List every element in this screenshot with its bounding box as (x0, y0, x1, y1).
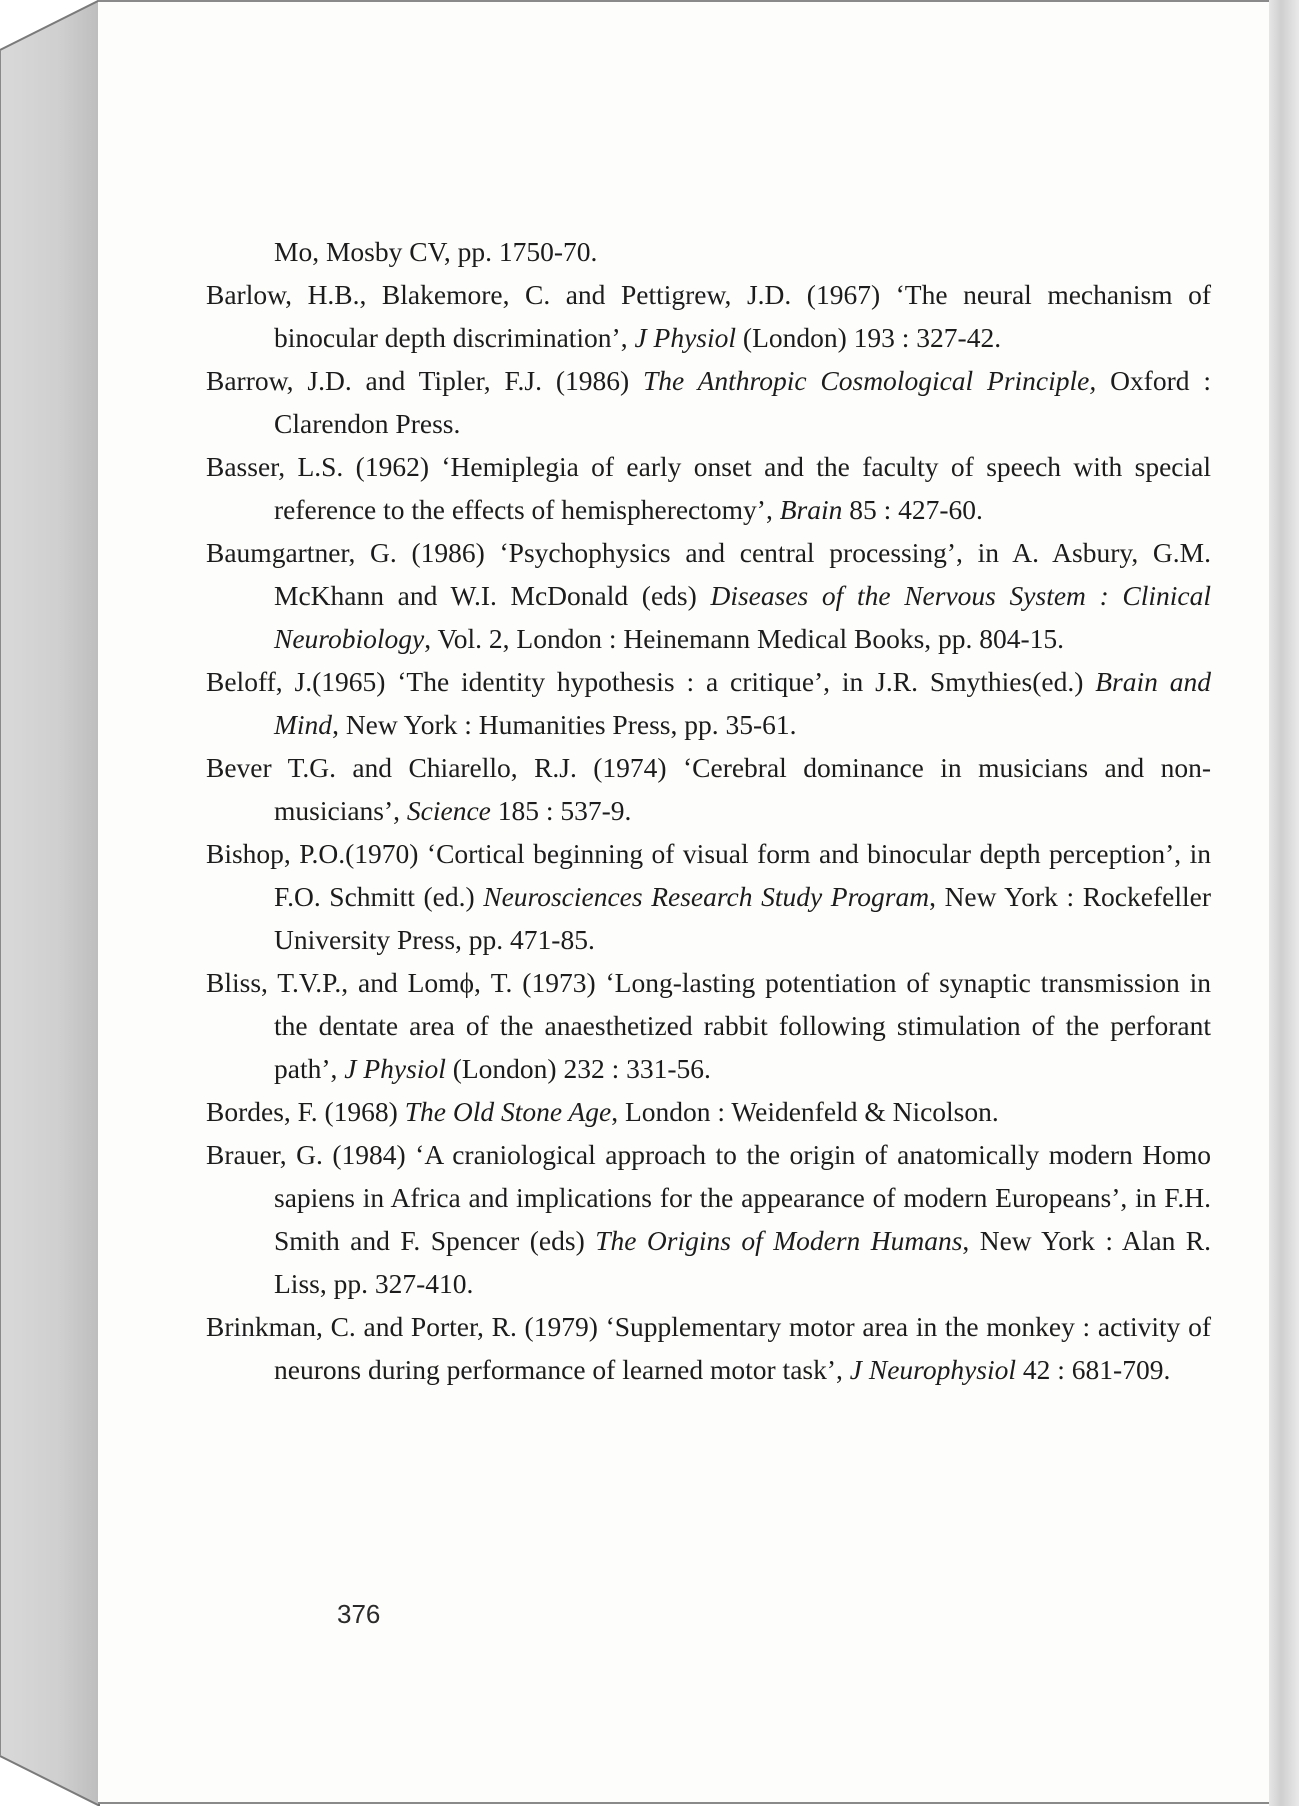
reference-text: Baumgartner, G. (1986) ‘Psychophysics and central processing’, in A. Asbury, G.M. McKhann and W.I. McDonald (eds) (206, 537, 1211, 611)
book-spine (0, 0, 100, 1806)
reference-entry (206, 531, 1211, 660)
reference-text: Bishop, P.O.(1970) ‘Cortical beginning of visual form and binocular depth perception’, in F.O. Schmitt (ed.) (206, 838, 1211, 912)
reference-title-italic: Diseases of the Nervous System : Clinical Neurobiology (274, 580, 1212, 654)
reference-text: Mo, Mosby CV, pp. 1750-70. (274, 236, 598, 267)
reference-entry (206, 359, 1211, 445)
reference-entry (206, 1090, 1211, 1133)
reference-text: 42 : 681-709. (1016, 1354, 1171, 1385)
reference-text: , New York : Rockefeller University Press, pp. 471-85. (274, 881, 1211, 955)
reference-title-italic: Neurosciences Research Study Program (483, 881, 930, 912)
reference-text: 185 : 537-9. (490, 795, 632, 826)
page-edge-shadow (1269, 0, 1299, 1806)
reference-text: Bever T.G. and Chiarello, R.J. (1974) ‘Cerebral dominance in musicians and non-musicians’, (206, 752, 1211, 826)
reference-title-italic: Brain (779, 494, 843, 525)
reference-entry (206, 1133, 1211, 1305)
reference-entry (206, 832, 1211, 961)
reference-title-italic: The Origins of Modern Humans (595, 1225, 963, 1256)
reference-entry (206, 660, 1211, 746)
reference-title-italic: Science (406, 795, 491, 826)
reference-text: Brinkman, C. and Porter, R. (1979) ‘Supplementary motor area in the monkey : activity of neurons during performance of learned motor task’, (206, 1311, 1211, 1385)
reference-text: Beloff, J.(1965) ‘The identity hypothesis : a critique’, in J.R. Smythies(ed.) (206, 666, 1096, 697)
reference-text: Bordes, F. (1968) (206, 1096, 405, 1127)
reference-text: Bliss, T.V.P., and Lomϕ, T. (1973) ‘Long-lasting potentiation of synaptic transmission in the dentate area of the anaesthetized rabbit following stimulation of the perforant path’, (206, 967, 1211, 1084)
reference-text: Basser, L.S. (1962) ‘Hemiplegia of early onset and the faculty of speech with special reference to the effects of hemispherectomy’, (206, 451, 1211, 525)
reference-text: Barlow, H.B., Blakemore, C. and Pettigrew, J.D. (1967) ‘The neural mechanism of binocular depth discrimination’, (206, 279, 1211, 353)
reference-text: Oxford : Clarendon Press. (274, 365, 1211, 439)
reference-entry (206, 1305, 1211, 1391)
reference-entry (206, 230, 1211, 273)
reference-entry (206, 961, 1211, 1090)
reference-title-italic: J Physiol (344, 1053, 446, 1084)
reference-text: Barrow, J.D. and Tipler, F.J. (1986) (206, 365, 643, 396)
book-page (98, 0, 1291, 1804)
reference-title-italic: Brain and Mind (274, 666, 1212, 740)
reference-title-italic: The Old Stone Age (404, 1096, 612, 1127)
reference-title-italic: The Anthropic Cosmological Principle, (643, 365, 1097, 396)
reference-text: Brauer, G. (1984) ‘A craniological approach to the origin of anatomically modern Homo sapiens in Africa and implications for the appearance of modern Europeans’, in F.H. Smith and F. Spencer (eds) (206, 1139, 1211, 1256)
reference-text: , New York : Alan R. Liss, pp. 327-410. (274, 1225, 1212, 1299)
reference-entry (206, 273, 1211, 359)
reference-entry (206, 746, 1211, 832)
reference-text: (London) 193 : 327-42. (736, 322, 1002, 353)
page-number: 376 (337, 1599, 381, 1629)
reference-text: , London : Weidenfeld & Nicolson. (611, 1096, 999, 1127)
reference-text: (London) 232 : 331-56. (445, 1053, 711, 1084)
reference-entry (206, 445, 1211, 531)
reference-list (206, 230, 1211, 1391)
reference-text: 85 : 427-60. (842, 494, 983, 525)
reference-title-italic: J Neurophysiol (849, 1354, 1017, 1385)
reference-title-italic: J Physiol (634, 322, 737, 353)
reference-text: , Vol. 2, London : Heinemann Medical Books, pp. 804-15. (424, 623, 1065, 654)
reference-text: , New York : Humanities Press, pp. 35-61. (332, 709, 797, 740)
